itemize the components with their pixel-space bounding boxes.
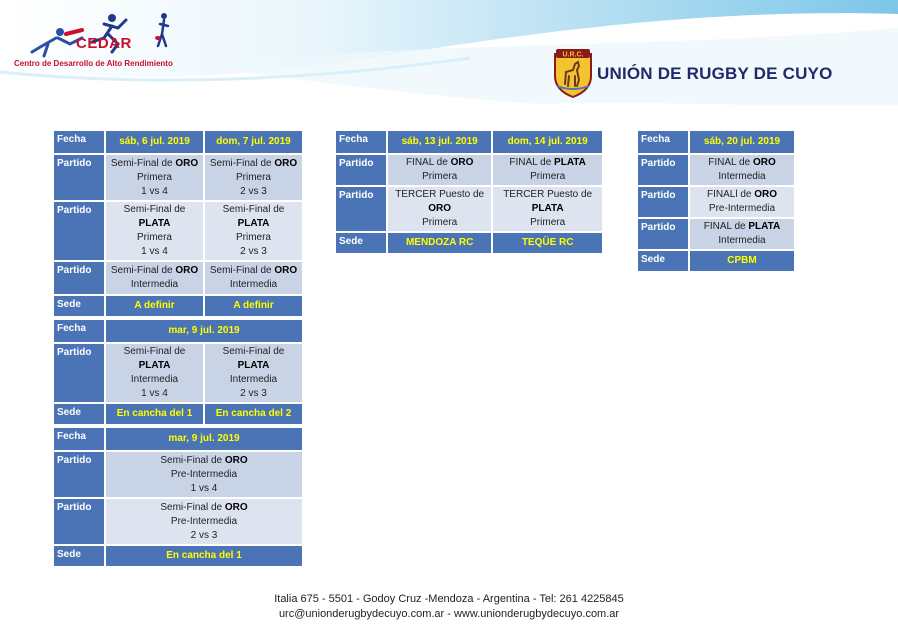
partido-label: Partido <box>336 187 386 231</box>
fecha-label: Fecha <box>54 320 104 342</box>
partido-label: Partido <box>54 452 104 497</box>
partido-label: Partido <box>638 187 688 217</box>
venue-cell: A definir <box>106 296 203 316</box>
sede-row <box>638 251 794 271</box>
match-cell: FINAL de PLATA Primera <box>493 155 602 185</box>
match-cell: FINAL de ORO Primera <box>388 155 491 185</box>
match-cell: TERCER Puesto de ORO Primera <box>388 187 491 231</box>
venue-cell: En cancha del 1 <box>106 404 203 424</box>
fecha-row <box>54 320 302 342</box>
cedar-subtitle: Centro de Desarrollo de Alto Rendimiento <box>14 59 173 68</box>
schedule-table-6-7-jul <box>52 129 304 318</box>
schedule-table-9-jul-plata <box>52 318 304 426</box>
fecha-row <box>638 131 794 153</box>
partido-label: Partido <box>54 262 104 294</box>
schedule-table-9-jul-oro <box>52 426 304 568</box>
partido-row <box>54 344 302 402</box>
sede-label: Sede <box>638 251 688 271</box>
partido-row <box>638 155 794 185</box>
fecha-row <box>54 428 302 450</box>
match-cell: Semi-Final de ORO Intermedia <box>205 262 302 294</box>
venue-cell: MENDOZA RC <box>388 233 491 253</box>
fecha-label: Fecha <box>638 131 688 153</box>
venue-cell: TEQÜE RC <box>493 233 602 253</box>
footer-contact: urc@unionderugbydecuyo.com.ar - www.unionderugbydecuyo.com.ar <box>278 608 620 620</box>
sede-row <box>336 233 602 253</box>
partido-label: Partido <box>54 499 104 544</box>
match-cell: FINAL de ORO Intermedia <box>690 155 794 185</box>
partido-row <box>336 187 602 231</box>
urc-title: UNIÓN DE RUGBY DE CUYO <box>597 64 833 83</box>
match-cell: FINAL de PLATA Intermedia <box>690 219 794 249</box>
date-cell: dom, 14 jul. 2019 <box>493 131 602 153</box>
match-cell: Semi-Final de ORO Intermedia <box>106 262 203 294</box>
partido-row <box>54 452 302 497</box>
sede-label: Sede <box>54 546 104 566</box>
date-cell: sáb, 6 jul. 2019 <box>106 131 203 153</box>
cedar-name: CEDAR <box>76 35 132 52</box>
partido-label: Partido <box>54 202 104 260</box>
match-cell: Semi-Final de PLATA Intermedia 1 vs 4 <box>106 344 203 402</box>
fecha-row <box>336 131 602 153</box>
partido-label: Partido <box>54 344 104 402</box>
venue-cell: En cancha del 1 <box>106 546 302 566</box>
sede-label: Sede <box>336 233 386 253</box>
sede-label: Sede <box>54 404 104 424</box>
partido-row <box>638 219 794 249</box>
partido-row <box>336 155 602 185</box>
date-cell: sáb, 13 jul. 2019 <box>388 131 491 153</box>
fecha-label: Fecha <box>336 131 386 153</box>
match-cell: Semi-Final de ORO Pre-Intermedia 2 vs 3 <box>106 499 302 544</box>
sede-row <box>54 296 302 316</box>
partido-label: Partido <box>638 219 688 249</box>
partido-row <box>54 262 302 294</box>
match-cell: Semi-Final de ORO Primera 2 vs 3 <box>205 155 302 200</box>
fecha-label: Fecha <box>54 428 104 450</box>
partido-row <box>54 202 302 260</box>
partido-row <box>54 499 302 544</box>
date-cell: dom, 7 jul. 2019 <box>205 131 302 153</box>
schedule-table-20-jul <box>636 129 796 273</box>
partido-label: Partido <box>638 155 688 185</box>
partido-row <box>54 155 302 200</box>
match-cell: Semi-Final de ORO Pre-Intermedia 1 vs 4 <box>106 452 302 497</box>
partido-label: Partido <box>54 155 104 200</box>
venue-cell: En cancha del 2 <box>205 404 302 424</box>
match-cell: FINALl de ORO Pre-Intermedia <box>690 187 794 217</box>
date-cell: mar, 9 jul. 2019 <box>106 320 302 342</box>
sede-row <box>54 546 302 566</box>
match-cell: Semi-Final de PLATA Primera 1 vs 4 <box>106 202 203 260</box>
partido-label: Partido <box>336 155 386 185</box>
fecha-row <box>54 131 302 153</box>
date-cell: mar, 9 jul. 2019 <box>106 428 302 450</box>
venue-cell: CPBM <box>690 251 794 271</box>
match-cell: Semi-Final de PLATA Intermedia 2 vs 3 <box>205 344 302 402</box>
urc-crest-icon <box>553 46 593 98</box>
partido-row <box>638 187 794 217</box>
date-cell: sáb, 20 jul. 2019 <box>690 131 794 153</box>
footer-address: Italia 675 - 5501 - Godoy Cruz -Mendoza - Argentina - Tel: 261 4225845 <box>274 593 624 605</box>
match-cell: Semi-Final de PLATA Primera 2 vs 3 <box>205 202 302 260</box>
sede-row <box>54 404 302 424</box>
match-cell: Semi-Final de ORO Primera 1 vs 4 <box>106 155 203 200</box>
sede-label: Sede <box>54 296 104 316</box>
urc-badge: U.R.C. <box>562 51 584 59</box>
match-cell: TERCER Puesto de PLATA Primera <box>493 187 602 231</box>
schedule-table-13-14-jul <box>334 129 604 255</box>
fecha-label: Fecha <box>54 131 104 153</box>
venue-cell: A definir <box>205 296 302 316</box>
